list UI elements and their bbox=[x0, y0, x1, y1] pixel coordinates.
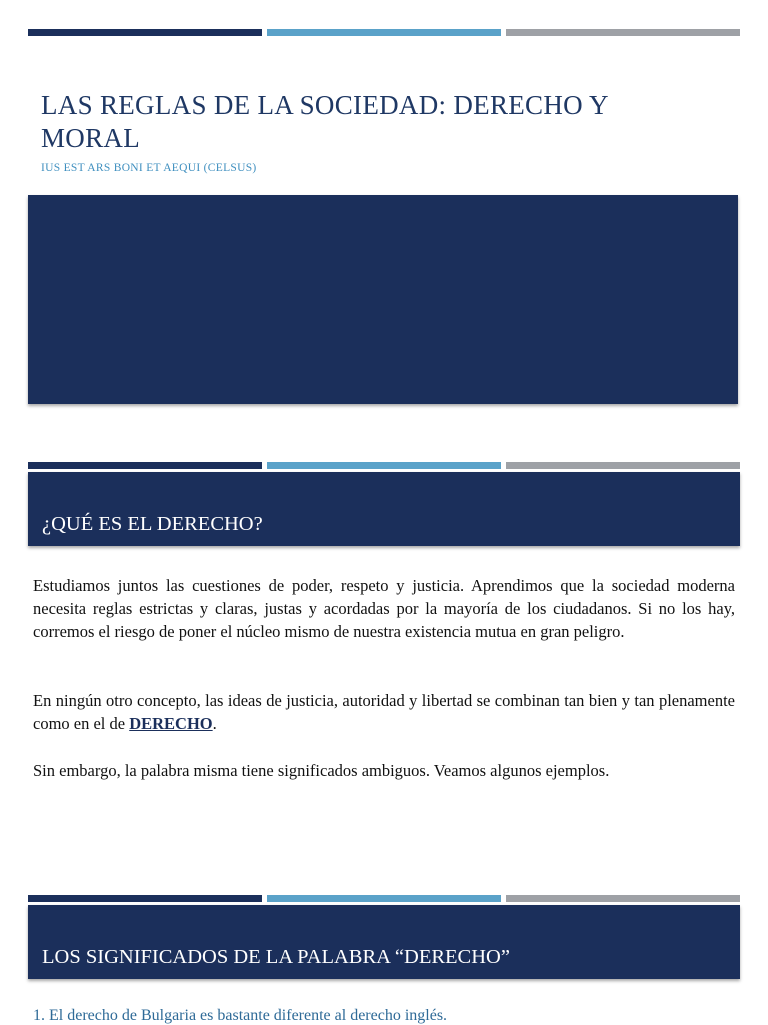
paragraph-2-end: . bbox=[212, 714, 217, 733]
list-item-1: 1. El derecho de Bulgaria es bastante diferente al derecho inglés. bbox=[33, 1007, 448, 1024]
accent-bar-navy bbox=[28, 895, 262, 902]
slide-title-heading: LAS REGLAS DE LA SOCIEDAD: DERECHO Y MORAL bbox=[41, 90, 608, 153]
derecho-link[interactable]: DERECHO bbox=[129, 714, 213, 733]
paragraph-1: Estudiamos juntos las cuestiones de poder, respeto y justicia. Aprendimos que la sociedad moderna necesita reglas estrictas y claras, justas y acordadas por la mayoría de los ciudadanos. Si no los hay, corremos el riesgo de poner el núcleo mismo de nuestra existencia mutua en gran peligro. bbox=[33, 576, 735, 641]
section-heading: LOS SIGNIFICADOS DE LA PALABRA “DERECHO” bbox=[42, 946, 510, 968]
heading-band bbox=[28, 905, 740, 979]
paragraph-3: Sin embargo, la palabra misma tiene significados ambiguos. Veamos algunos ejemplos. bbox=[33, 761, 610, 780]
section-heading: ¿QUÉ ES EL DERECHO? bbox=[42, 513, 263, 535]
paragraph-2-text: En ningún otro concepto, las ideas de justicia, autoridad y libertad se combinan tan bien y tan plenamente como en el de bbox=[33, 691, 735, 733]
slide-subtitle: IUS EST ARS BONI ET AEQUI (CELSUS) bbox=[41, 162, 257, 174]
accent-bars bbox=[28, 895, 740, 902]
accent-bar-gray bbox=[506, 895, 740, 902]
accent-bar-blue bbox=[267, 895, 501, 902]
